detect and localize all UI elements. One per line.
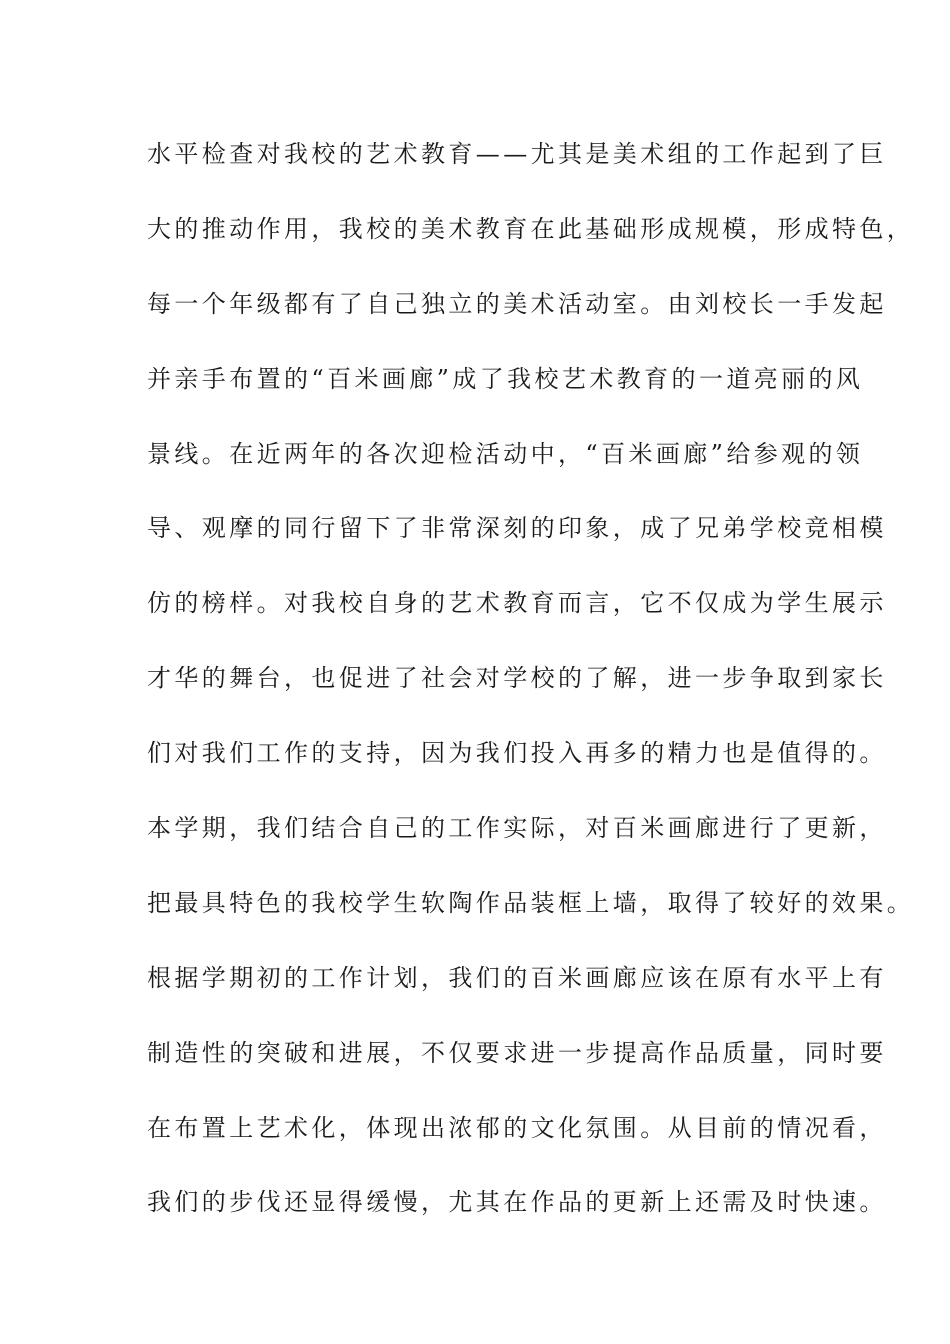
text-line: 在布置上艺术化，体现出浓郁的文化氛围。从目前的情况看， bbox=[147, 1113, 887, 1142]
text-line: 本学期，我们结合自己的工作实际，对百米画廊进行了更新， bbox=[147, 814, 887, 843]
text-line: 们对我们工作的支持，因为我们投入再多的精力也是值得的。 bbox=[147, 739, 887, 768]
text-line: 导、观摩的同行留下了非常深刻的印象，成了兄弟学校竞相模 bbox=[147, 514, 887, 543]
text-line: 水平检查对我校的艺术教育——尤其是美术组的工作起到了巨 bbox=[147, 140, 887, 168]
text-line: 制造性的突破和进展，不仅要求进一步提高作品质量，同时要 bbox=[147, 1038, 887, 1067]
body-text bbox=[147, 134, 915, 1257]
text-line: 根据学期初的工作计划，我们的百米画廊应该在原有水平上有 bbox=[147, 963, 887, 992]
text-line: 景线。在近两年的各次迎检活动中，“百米画廊”给参观的领 bbox=[147, 439, 864, 468]
text-line: 把最具特色的我校学生软陶作品装框上墙，取得了较好的效果。 bbox=[147, 888, 915, 917]
text-line: 我们的步伐还显得缓慢，尤其在作品的更新上还需及时快速。 bbox=[147, 1188, 887, 1217]
text-line: 才华的舞台，也促进了社会对学校的了解，进一步争取到家长 bbox=[147, 664, 887, 693]
text-line: 每一个年级都有了自己独立的美术活动室。由刘校长一手发起 bbox=[147, 289, 887, 318]
text-line: 并亲手布置的“百米画廊”成了我校艺术教育的一道亮丽的风 bbox=[147, 364, 864, 393]
text-line: 仿的榜样。对我校自身的艺术教育而言，它不仅成为学生展示 bbox=[147, 589, 887, 618]
text-line: 大的推动作用，我校的美术教育在此基础形成规模，形成特色， bbox=[147, 214, 915, 243]
